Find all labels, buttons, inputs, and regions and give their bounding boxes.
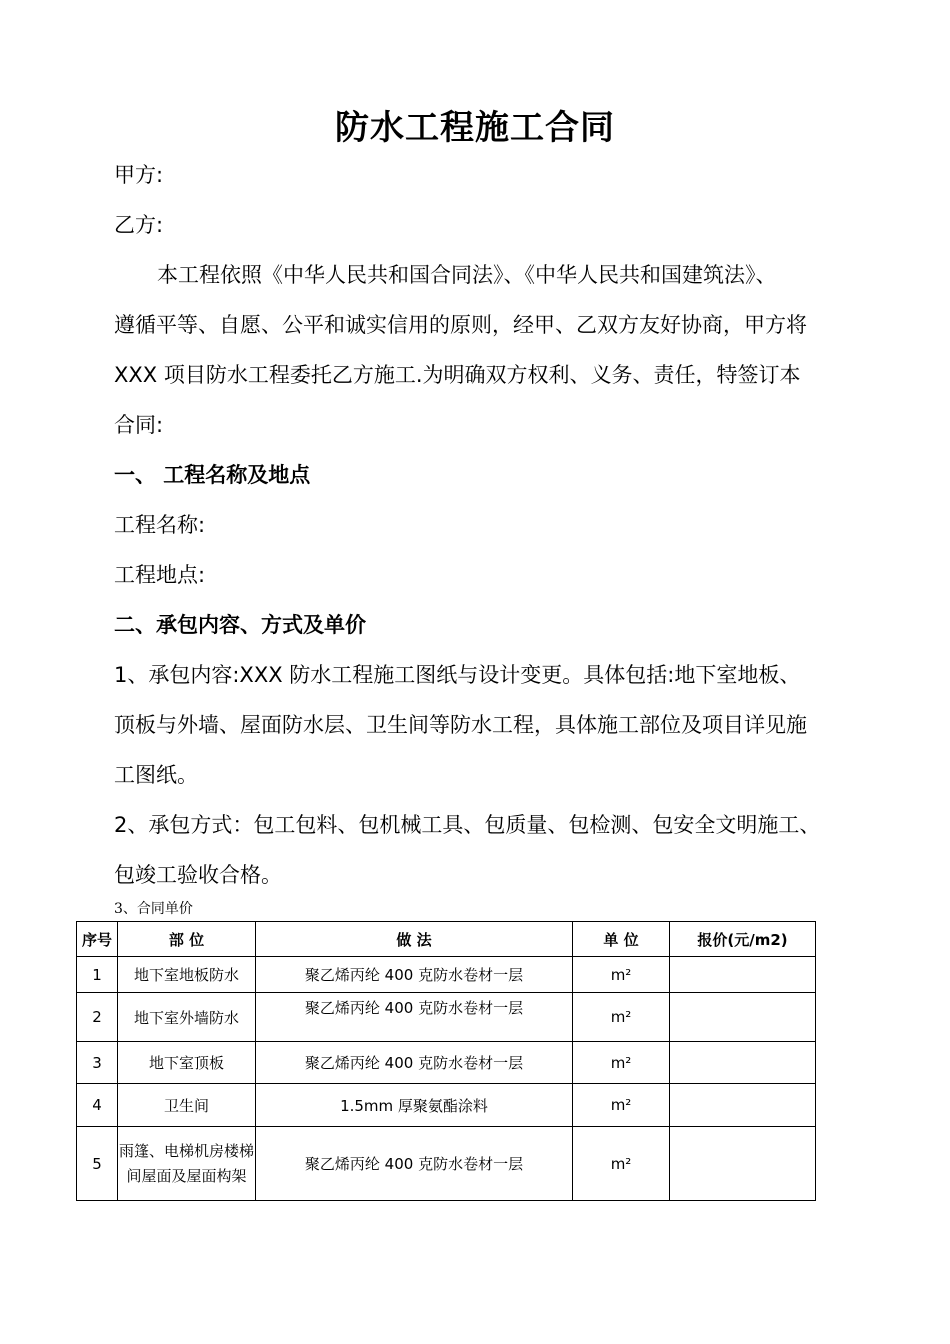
header-part: 部 位 (118, 922, 256, 957)
section2-heading: 二、承包内容、方式及单价 (114, 613, 366, 637)
row-price[interactable] (670, 1127, 816, 1201)
document-title: 防水工程施工合同 (335, 108, 615, 148)
row-method: 聚乙烯丙纶 400 克防水卷材一层 (256, 1127, 573, 1201)
row-part: 地下室地板防水 (118, 957, 256, 993)
party-a-label: 甲方: (114, 163, 164, 187)
table-row (77, 1084, 816, 1127)
section1-heading: 一、 工程名称及地点 (114, 463, 311, 487)
scope-line-1: 1、承包内容:XXX 防水工程施工图纸与设计变更。具体包括:地下室地板、 (114, 663, 801, 687)
table-row (77, 957, 816, 993)
row-index: 4 (77, 1084, 118, 1127)
header-method: 做 法 (256, 922, 573, 957)
scope-line-2: 顶板与外墙、屋面防水层、卫生间等防水工程，具体施工部位及项目详见施 (114, 713, 807, 737)
method-line-1: 2、承包方式：包工包料、包机械工具、包质量、包检测、包安全文明施工、 (114, 813, 821, 837)
table-header-row (77, 922, 816, 957)
row-part: 地下室外墙防水 (118, 993, 256, 1042)
row-method: 1.5mm 厚聚氨酯涂料 (256, 1084, 573, 1127)
project-location-label: 工程地点: (114, 563, 206, 587)
row-price[interactable] (670, 1084, 816, 1127)
row-price[interactable] (670, 1042, 816, 1084)
intro-line-3: XXX 项目防水工程委托乙方施工.为明确双方权利、义务、责任，特签订本 (114, 363, 801, 387)
intro-line-4: 合同: (114, 413, 164, 437)
row-part: 卫生间 (118, 1084, 256, 1127)
row-unit: m² (573, 1127, 670, 1201)
row-method: 聚乙烯丙纶 400 克防水卷材一层 (256, 1042, 573, 1084)
row-index: 1 (77, 957, 118, 993)
row-index: 5 (77, 1127, 118, 1201)
row-price[interactable] (670, 993, 816, 1042)
header-price: 报价(元/m2) (670, 922, 816, 957)
intro-line-1: 本工程依照《中华人民共和国合同法》、《中华人民共和国建筑法》、 (157, 263, 777, 287)
header-index: 序号 (77, 922, 118, 957)
project-name-label: 工程名称: (114, 513, 206, 537)
row-unit: m² (573, 957, 670, 993)
price-table (76, 921, 816, 1201)
intro-line-2: 遵循平等、自愿、公平和诚实信用的原则，经甲、乙双方友好协商，甲方将 (114, 313, 807, 337)
party-b-label: 乙方: (114, 213, 164, 237)
table-row (77, 1042, 816, 1084)
scope-line-3: 工图纸。 (114, 763, 198, 787)
row-price[interactable] (670, 957, 816, 993)
table-row (77, 1127, 816, 1201)
method-line-2: 包竣工验收合格。 (114, 863, 282, 887)
row-index: 3 (77, 1042, 118, 1084)
row-method: 聚乙烯丙纶 400 克防水卷材一层 (256, 993, 573, 1042)
row-index: 2 (77, 993, 118, 1042)
row-part: 雨篷、电梯机房楼梯间屋面及屋面构架 (118, 1127, 256, 1201)
row-unit: m² (573, 993, 670, 1042)
table-row (77, 993, 816, 1042)
row-unit: m² (573, 1084, 670, 1127)
unit-price-label: 3、合同单价 (114, 901, 193, 917)
header-unit: 单 位 (573, 922, 670, 957)
row-unit: m² (573, 1042, 670, 1084)
row-method: 聚乙烯丙纶 400 克防水卷材一层 (256, 957, 573, 993)
row-part: 地下室顶板 (118, 1042, 256, 1084)
